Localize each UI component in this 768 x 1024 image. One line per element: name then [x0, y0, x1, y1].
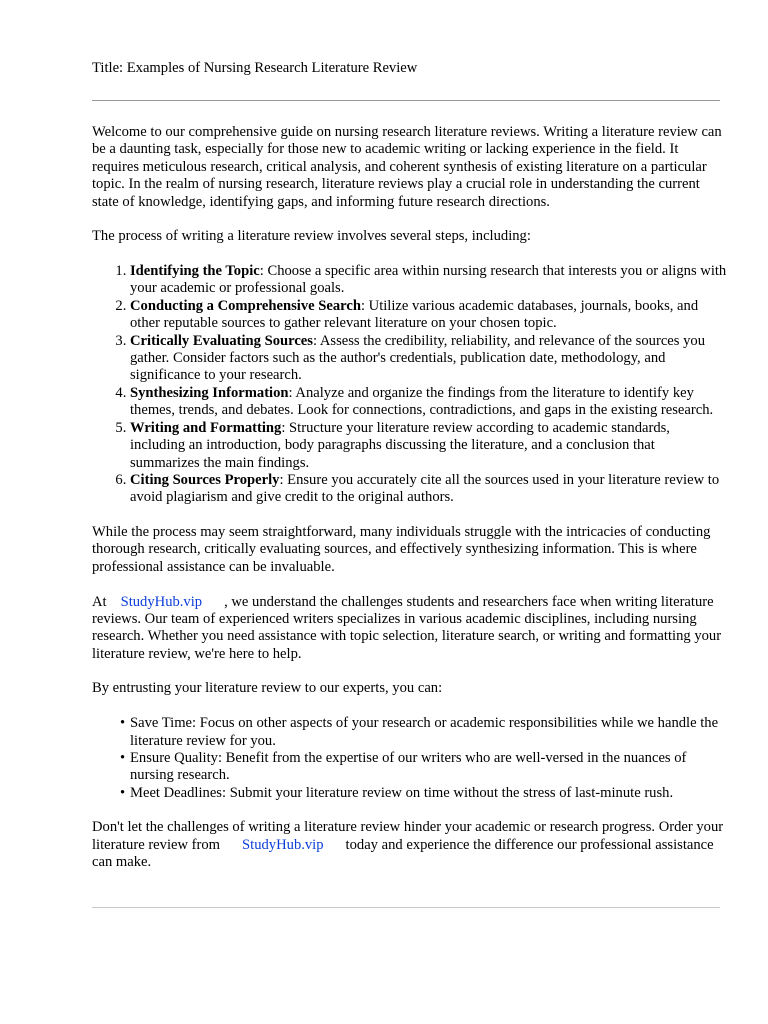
studyhub-link[interactable]: StudyHub.vip [242, 836, 324, 853]
list-item [130, 420, 728, 472]
benefits-intro: By entrusting your literature review to our experts, you can: [92, 680, 443, 697]
studyhub-text-before: At [92, 593, 107, 610]
step-heading: Conducting a Comprehensive Search [130, 297, 361, 314]
step-heading: Critically Evaluating Sources [130, 332, 313, 349]
step-text: : Utilize various academic databases, journals, books, and other reputable sources to gather relevant literature on your chosen topic. [130, 297, 699, 332]
closing-text-after: today and experience the difference our professional assistance can make. [92, 836, 714, 871]
studyhub-text-after: , we understand the challenges students and researchers face when writing literature reviews. Our team of experienced writers specializes in various academic disciplines, including nursing research. Whether you need assistance with topic selection, literature search, or writing and formatting your literature review, we're here to help. [92, 593, 722, 662]
document-title: Title: Examples of Nursing Research Literature Review [92, 60, 418, 76]
closing-paragraph [92, 819, 728, 871]
bottom-divider [92, 907, 720, 908]
benefit-text: Save Time: Focus on other aspects of your research or academic responsibilities while we handle the literature review for you. [130, 715, 719, 749]
step-text: : Choose a specific area within nursing research that interests you or aligns with your academic or professional goals. [130, 263, 727, 297]
bullet-icon: • [120, 784, 126, 801]
closing-text-before: Don't let the challenges of writing a literature review hinder your academic or research progress. Order your literature review from [92, 819, 724, 853]
step-text: : Ensure you accurately cite all the sources used in your literature review to avoid plagiarism and give credit to the original authors. [130, 471, 720, 506]
process-intro: The process of writing a literature review involves several steps, including: [92, 228, 531, 245]
studyhub-paragraph [92, 594, 728, 664]
steps-list [92, 263, 728, 507]
intro-paragraph: Welcome to our comprehensive guide on nursing research literature reviews. Writing a literature review can be a daunting task, especially for those new to academic writing or lacking experience in the field. It requires meticulous research, critical analysis, and coherent synthesis of existing literature on a particular topic. In the realm of nursing research, literature reviews play a crucial role in understanding the current state of knowledge, identifying gaps, and informing future research directions. [92, 124, 722, 210]
step-heading: Identifying the Topic [130, 263, 260, 280]
list-item [120, 784, 728, 802]
bullet-icon: • [120, 715, 126, 732]
studyhub-link[interactable]: StudyHub.vip [120, 593, 203, 610]
list-item [120, 749, 728, 785]
list-item [130, 472, 728, 507]
top-divider [92, 100, 720, 101]
list-item [130, 385, 728, 420]
list-item [120, 715, 728, 750]
document-body [92, 124, 728, 889]
list-item [130, 298, 728, 333]
step-text: : Analyze and organize the findings from the literature to identify key themes, trends, and debates. Look for connections, contradictions, and gaps in the existing research. [130, 384, 714, 419]
list-item [130, 263, 728, 298]
struggle-paragraph: While the process may seem straightforward, many individuals struggle with the intricacies of conducting thorough research, critically evaluating sources, and effectively synthesizing information. This is where professional assistance can be invaluable. [92, 524, 711, 575]
bullet-icon: • [120, 749, 126, 766]
benefits-list [92, 715, 728, 802]
step-text: : Assess the credibility, reliability, and relevance of the sources you gather. Consider factors such as the author's credentials, publication date, methodology, and significance to your research. [130, 332, 705, 384]
list-item [130, 333, 728, 385]
step-heading: Citing Sources Properly [130, 471, 280, 488]
step-heading: Writing and Formatting [130, 419, 282, 436]
step-text: : Structure your literature review according to academic standards, including an introduction, body paragraphs discussing the literature, and a conclusion that summarizes the main findings. [130, 419, 670, 471]
benefit-text: Meet Deadlines: Submit your literature review on time without the stress of last-minute rush. [130, 784, 674, 801]
benefit-text: Ensure Quality: Benefit from the expertise of our writers who are well-versed in the nuances of nursing research. [130, 749, 687, 784]
step-heading: Synthesizing Information [130, 384, 289, 401]
